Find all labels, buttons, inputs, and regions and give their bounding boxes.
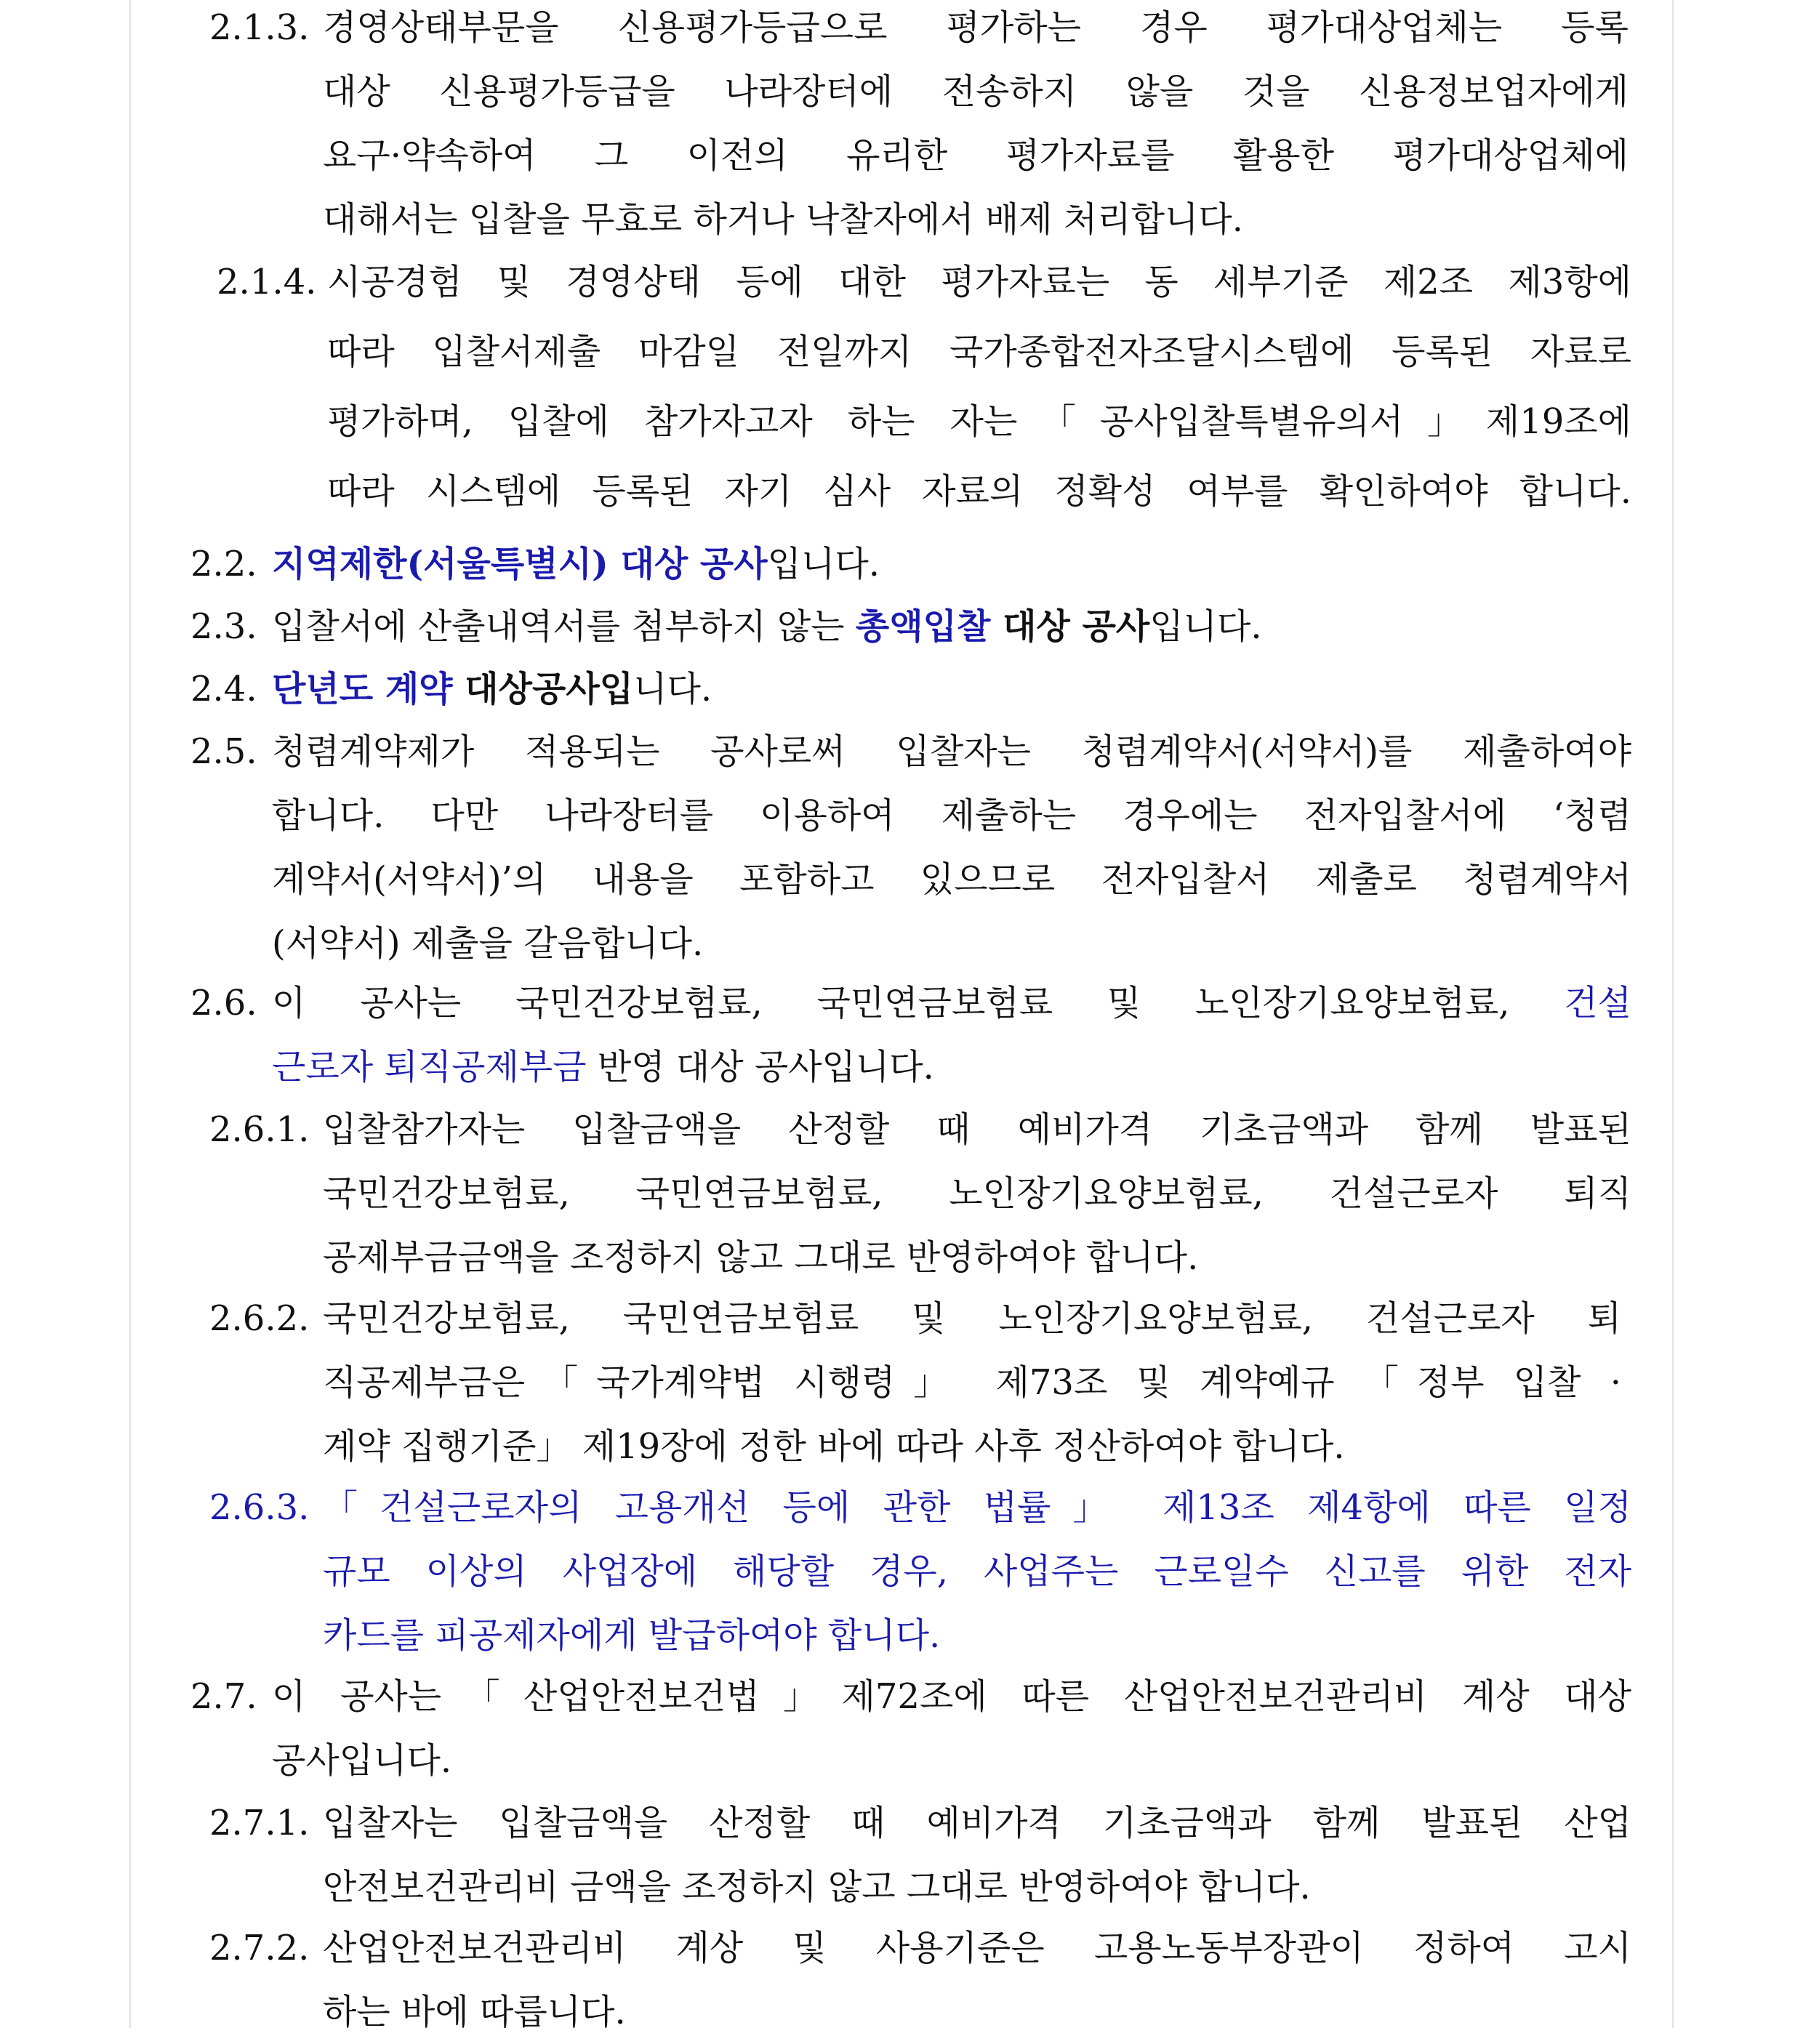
text-line: 합니다. 다만 나라장터를 이용하여 제출하는 경우에는 전자입찰서에 ‘청렴: [272, 795, 1631, 836]
text-line: 공제부금금액을 조정하지 않고 그대로 반영하여야 합니다.: [323, 1237, 1199, 1278]
clause-text: [327, 247, 1631, 526]
text-line: 계약 집행기준」 제19장에 정한 바에 따라 사후 정산하여야 합니다.: [323, 1426, 1345, 1467]
text-line: 산업안전보건관리비 계상 및 사용기준은 고용노동부장관이 정하여 고시: [323, 1928, 1631, 1968]
text-segment: 입니다.: [767, 544, 880, 584]
retirement-fund-highlight: 건설: [1564, 983, 1631, 1023]
text-line: 따라 시스템에 등록된 자기 심사 자료의 정확성 여부를 확인하여야 합니다.: [327, 471, 1631, 512]
clause-number: 2.3.: [190, 606, 257, 647]
text-segment: 입니다.: [1149, 606, 1262, 647]
clause-number: 2.7.1.: [209, 1803, 310, 1843]
clause-text: [272, 1665, 1631, 1792]
clause-number: 2.6.3.: [209, 1487, 310, 1528]
text-line: 「건설근로자의 고용개선 등에 관한 법률」 제13조 제4항에 따른 일정: [323, 1487, 1631, 1528]
text-line: 청렴계약제가 적용되는 공사로써 입찰자는 청렴계약서(서약서)를 제출하여야: [272, 731, 1631, 772]
clause-number: 2.6.2.: [209, 1298, 310, 1339]
text-line: 시공경험 및 경영상태 등에 대한 평가자료는 동 세부기준 제2조 제3항에: [327, 262, 1631, 302]
clause-text: [272, 657, 1629, 721]
clause-number: 2.7.: [190, 1676, 257, 1717]
text-line: 이 공사는「산업안전보건법」제72조에 따른 산업안전보건관리비 계상 대상: [272, 1676, 1631, 1717]
text-line: 계약서(서약서)’의 내용을 포함하고 있으므로 전자입찰서 제출로 청렴계약서: [272, 859, 1631, 900]
text-line: 입찰자는 입찰금액을 산정할 때 예비가격 기초금액과 함께 발표된 산업: [323, 1803, 1631, 1843]
clause-text: [272, 971, 1631, 1099]
text-line: 입찰참가자는 입찰금액을 산정할 때 예비가격 기초금액과 함께 발표된: [323, 1109, 1631, 1150]
text-segment: 이 공사는 국민건강보험료, 국민연금보험료 및 노인장기요양보험료,: [272, 983, 1565, 1023]
text-line: 대상 신용평가등급을 나라장터에 전송하지 않을 것을 신용정보업자에게: [323, 71, 1629, 112]
text-line: (서약서) 제출을 갈음합니다.: [272, 923, 704, 964]
clause-number: 2.5.: [190, 731, 257, 772]
text-line: [272, 971, 1631, 1035]
clause-number: 2.1.3.: [209, 7, 310, 48]
clause-text: [323, 1287, 1621, 1478]
text-line: 하는 바에 따릅니다.: [323, 1992, 626, 2032]
text-line: 직공제부금은「국가계약법 시행령」 제73조 및 계약예규 「정부 입찰 ·: [323, 1362, 1621, 1403]
clause-text: [272, 720, 1631, 975]
lump-sum-bid-highlight: 총액입찰: [855, 606, 991, 647]
text-line: 국민건강보험료, 국민연금보험료 및 노인장기요양보험료, 건설근로자 퇴: [323, 1298, 1621, 1339]
text-segment: 반영 대상 공사입니다.: [586, 1047, 934, 1087]
clause-text: [272, 532, 1629, 596]
text-segment-bold: 대상공사입: [452, 669, 634, 709]
clause-number: 2.6.1.: [209, 1109, 310, 1150]
text-line: [272, 657, 1629, 721]
clause-text: [323, 1476, 1631, 1667]
clause-number: 2.2.: [190, 544, 257, 584]
text-segment: 입찰서에 산출내역서를 첨부하지 않는: [272, 606, 856, 647]
text-line: 안전보건관리비 금액을 조정하지 않고 그대로 반영하여야 합니다.: [323, 1867, 1311, 1907]
text-line: [272, 1035, 1631, 1099]
single-year-contract-highlight: 단년도 계약: [272, 669, 453, 709]
clause-text: [323, 1791, 1631, 1919]
text-line: 공사입니다.: [272, 1740, 452, 1781]
clause-number: 2.4.: [190, 669, 257, 709]
clause-text: [323, 1098, 1631, 1289]
clause-text: [323, 0, 1629, 252]
text-segment: 니다.: [633, 669, 712, 709]
clause-text: [272, 595, 1629, 659]
text-line: 대해서는 입찰을 무효로 하거나 낙찰자에서 배제 처리합니다.: [323, 199, 1244, 240]
clause-text: [323, 1916, 1631, 2044]
text-line: 카드를 피공제자에게 발급하여야 합니다.: [323, 1615, 941, 1656]
text-line: 규모 이상의 사업장에 해당할 경우, 사업주는 근로일수 신고를 위한 전자: [323, 1551, 1631, 1592]
retirement-fund-highlight: 근로자 퇴직공제부금: [272, 1047, 587, 1087]
clause-number: 2.1.4.: [217, 262, 317, 302]
clause-number: 2.6.: [190, 983, 257, 1023]
clause-number: 2.7.2.: [209, 1928, 310, 1968]
text-line: [272, 532, 1629, 596]
text-line: 요구·약속하여 그 이전의 유리한 평가자료를 활용한 평가대상업체에: [323, 135, 1629, 176]
text-line: 평가하며, 입찰에 참가자고자 하는 자는「공사입찰특별유의서」제19조에: [327, 401, 1631, 442]
text-segment-bold: 대상 공사: [990, 606, 1150, 647]
text-line: 따라 입찰서제출 마감일 전일까지 국가종합전자조달시스템에 등록된 자료로: [327, 331, 1631, 372]
text-line: 국민건강보험료, 국민연금보험료, 노인장기요양보험료, 건설근로자 퇴직: [323, 1173, 1631, 1214]
text-line: [272, 595, 1629, 659]
text-line: 경영상태부문을 신용평가등급으로 평가하는 경우 평가대상업체는 등록: [323, 7, 1629, 48]
region-restriction-highlight: 지역제한(서울특별시) 대상 공사: [272, 544, 768, 584]
